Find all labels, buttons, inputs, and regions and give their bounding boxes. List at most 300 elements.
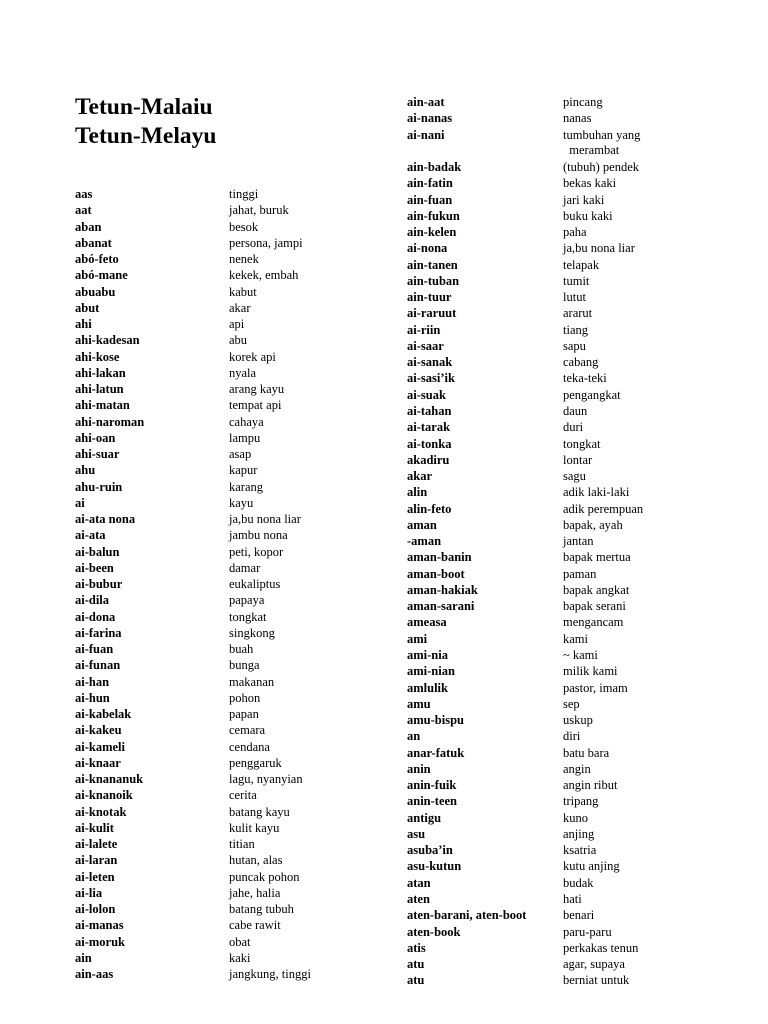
entry-meaning: daun <box>563 404 588 419</box>
entry-meaning: buku kaki <box>563 208 613 223</box>
entry-term: aas <box>75 187 93 201</box>
entry-term: anin-fuik <box>407 778 457 793</box>
dictionary-entry <box>407 469 643 485</box>
entry-meaning: ararut <box>563 306 593 321</box>
entry-meaning: pengangkat <box>563 387 621 402</box>
dictionary-entry <box>75 528 311 544</box>
dictionary-entry <box>75 480 311 496</box>
dictionary-entry <box>407 209 643 225</box>
entry-term: aman <box>407 517 437 532</box>
dictionary-entry <box>75 853 311 869</box>
entry-term: ai-nona <box>407 241 448 256</box>
dictionary-entry <box>407 485 643 501</box>
entry-meaning: peti, kopor <box>229 544 284 559</box>
page-title <box>75 93 216 151</box>
dictionary-entry <box>75 398 311 414</box>
dictionary-entry <box>407 355 643 371</box>
dictionary-entry <box>407 128 643 161</box>
entry-term: an <box>407 729 421 744</box>
dictionary-entry <box>75 837 311 853</box>
entry-meaning: damar <box>229 560 261 575</box>
dictionary-entry <box>75 691 311 707</box>
entry-term: ain-fuan <box>407 192 453 207</box>
entry-meaning: pincang <box>563 95 603 109</box>
entry-meaning: karang <box>229 479 264 494</box>
entry-meaning: jari kaki <box>563 192 605 207</box>
entry-term: asu-kutun <box>407 859 462 874</box>
entry-meaning: hati <box>563 891 582 906</box>
dictionary-entry <box>407 843 643 859</box>
entry-term: aman-sarani <box>407 599 475 614</box>
entry-meaning: paha <box>563 225 587 240</box>
entry-meaning: asap <box>229 447 252 461</box>
dictionary-entry <box>75 593 311 609</box>
entry-meaning: cemara <box>229 723 266 738</box>
entry-meaning: pastor, imam <box>563 680 628 695</box>
entry-meaning: arang kayu <box>229 382 285 396</box>
entry-term: atis <box>407 940 426 955</box>
dictionary-entry <box>407 713 643 729</box>
dictionary-entry <box>407 697 643 713</box>
entry-meaning: kekek, embah <box>229 268 299 283</box>
entry-meaning: paman <box>563 566 597 581</box>
entry-term: ai-sasi’ik <box>407 371 455 386</box>
entry-meaning: tumit <box>563 273 590 288</box>
entry-term: ameasa <box>407 615 447 630</box>
dictionary-entry <box>75 268 311 284</box>
entry-term: ai-knananuk <box>75 772 144 786</box>
dictionary-entry <box>407 746 643 762</box>
entry-meaning: papaya <box>229 593 265 608</box>
dictionary-entry <box>75 935 311 951</box>
entry-meaning: nyala <box>229 365 257 380</box>
dictionary-entry <box>75 463 311 479</box>
dictionary-entry <box>75 350 311 366</box>
entry-meaning: akar <box>229 300 251 315</box>
entry-term: ain-fatin <box>407 176 453 191</box>
entry-term: ahi-kadesan <box>75 333 140 348</box>
entry-term: atu <box>407 957 425 972</box>
entry-meaning: agar, supaya <box>563 957 625 972</box>
entry-term: ai-moruk <box>75 934 125 949</box>
entry-meaning: adik perempuan <box>563 501 644 516</box>
entry-term: aten-book <box>407 924 461 939</box>
entry-meaning: (tubuh) pendek <box>563 160 640 175</box>
dictionary-entry <box>75 236 311 252</box>
entry-term: amu <box>407 696 431 711</box>
entry-meaning: cahaya <box>229 414 264 429</box>
entry-meaning: lontar <box>563 452 593 467</box>
dictionary-entry <box>75 740 311 756</box>
entry-term: aman-hakiak <box>407 582 478 597</box>
dictionary-entry <box>407 339 643 355</box>
dictionary-entry <box>407 632 643 648</box>
entry-meaning: bapak mertua <box>563 550 631 565</box>
page-title-line-1: Tetun-Malaiu <box>75 94 213 120</box>
entry-meaning: kabut <box>229 284 257 299</box>
entry-term: ahi-matan <box>75 398 130 413</box>
entry-meaning: bunga <box>229 658 260 673</box>
entry-term: ai-farina <box>75 625 122 640</box>
entry-meaning: bapak, ayah <box>563 517 623 532</box>
entry-term: ai-ata nona <box>75 512 136 526</box>
entry-term: ai-tonka <box>407 436 452 451</box>
dictionary-entry <box>75 658 311 674</box>
entry-term: ahi-oan <box>75 430 116 445</box>
dictionary-entry <box>407 404 643 420</box>
entry-term: ain-aat <box>407 95 445 109</box>
dictionary-entry <box>75 496 311 512</box>
entry-term: ai-hun <box>75 690 110 705</box>
dictionary-entry <box>407 941 643 957</box>
entry-term: abut <box>75 300 100 315</box>
dictionary-entry <box>407 664 643 680</box>
entry-meaning: tripang <box>563 794 599 809</box>
entry-meaning: tinggi <box>229 187 259 201</box>
dictionary-entry <box>407 892 643 908</box>
entry-term: atan <box>407 875 431 890</box>
entry-meaning: batang tubuh <box>229 902 294 916</box>
dictionary-entry <box>407 534 643 550</box>
dictionary-entry <box>75 366 311 382</box>
entry-meaning: lagu, nyanyian <box>229 772 303 786</box>
entry-meaning: kaki <box>229 950 251 965</box>
dictionary-entry <box>75 788 311 804</box>
entry-term: ai-kameli <box>75 739 125 754</box>
entry-meaning: cendana <box>229 739 270 754</box>
dictionary-entry <box>75 561 311 577</box>
dictionary-entry <box>75 333 311 349</box>
entry-term: ahi-naroman <box>75 414 145 429</box>
entry-meaning: teka-teki <box>563 371 607 386</box>
entry-term: ai-manas <box>75 918 124 933</box>
entry-term: ai-riin <box>407 322 441 337</box>
entry-meaning: jambu nona <box>229 528 288 543</box>
entry-term: ai-dona <box>75 609 116 624</box>
entry-meaning: puncak pohon <box>229 869 300 884</box>
dictionary-entry <box>75 252 311 268</box>
dictionary-entry <box>407 876 643 892</box>
dictionary-entry <box>75 512 311 528</box>
entry-term: ai-kabelak <box>75 707 132 721</box>
entry-meaning: mengancam <box>563 615 624 630</box>
entry-meaning: nenek <box>229 252 259 266</box>
entry-term: ai-lolon <box>75 902 116 916</box>
entry-term: anin-teen <box>407 794 457 809</box>
dictionary-entry <box>75 447 311 463</box>
dictionary-entry <box>75 707 311 723</box>
dictionary-entry <box>75 187 311 203</box>
dictionary-entry <box>75 723 311 739</box>
entry-meaning: bekas kaki <box>563 176 617 191</box>
entry-term: ai-dila <box>75 593 110 608</box>
entry-term: akar <box>407 469 432 484</box>
dictionary-entry <box>407 957 643 973</box>
entry-meaning: milik kami <box>563 664 618 679</box>
dictionary-entry <box>407 648 643 664</box>
dictionary-entry <box>407 762 643 778</box>
entry-term: ain-tanen <box>407 257 458 272</box>
dictionary-entry <box>407 453 643 469</box>
entry-meaning: lampu <box>229 430 261 445</box>
dictionary-entry <box>407 827 643 843</box>
dictionary-entry <box>407 371 643 387</box>
dictionary-entry <box>75 886 311 902</box>
entry-meaning: berniat untuk <box>563 973 630 988</box>
dictionary-entry <box>407 274 643 290</box>
entry-meaning: api <box>229 317 245 331</box>
dictionary-entry <box>407 502 643 518</box>
dictionary-entry <box>407 241 643 257</box>
entry-term: -aman <box>407 534 442 549</box>
entry-meaning: ksatria <box>563 843 597 858</box>
entry-term: ai-fuan <box>75 642 114 656</box>
entry-term: ai-raruut <box>407 306 457 321</box>
entry-meaning: obat <box>229 934 251 949</box>
entry-term: ain-aas <box>75 967 114 981</box>
dictionary-entry <box>407 794 643 810</box>
dictionary-entry <box>407 811 643 827</box>
entry-meaning: kulit kayu <box>229 820 280 835</box>
entry-meaning: abu <box>229 333 248 348</box>
entry-term: ain-fukun <box>407 208 460 223</box>
entry-meaning: makanan <box>229 674 275 689</box>
dictionary-entry <box>75 918 311 934</box>
entry-meaning: batu bara <box>563 745 610 760</box>
entry-term: ai-saar <box>407 338 444 353</box>
dictionary-entry <box>75 870 311 886</box>
entry-term: ai-kulit <box>75 820 114 835</box>
entry-meaning: anjing <box>563 826 595 841</box>
entry-meaning: jahe, halia <box>229 885 281 900</box>
entry-meaning: budak <box>563 875 594 890</box>
entry-meaning: benari <box>563 908 595 923</box>
entry-meaning: kayu <box>229 495 254 510</box>
entry-term: ai-laran <box>75 853 118 868</box>
dictionary-entry <box>75 642 311 658</box>
entry-term: ai-bubur <box>75 577 123 591</box>
entry-term: amlulik <box>407 680 448 695</box>
entry-term: ain <box>75 950 92 965</box>
entry-term: anar-fatuk <box>407 745 465 760</box>
entry-term: ai-ata <box>75 528 106 543</box>
dictionary-entry <box>75 301 311 317</box>
entry-meaning: tongkat <box>563 436 601 451</box>
entry-term: anin <box>407 761 431 776</box>
entry-term: aat <box>75 203 92 218</box>
entry-term: ai-funan <box>75 658 121 673</box>
entry-meaning: eukaliptus <box>229 577 281 591</box>
entry-term: alin-feto <box>407 501 452 516</box>
entry-term: abó-feto <box>75 252 119 266</box>
entry-meaning: duri <box>563 420 584 435</box>
left-entry-column <box>75 187 311 983</box>
entry-meaning: penggaruk <box>229 755 282 770</box>
dictionary-entry <box>75 610 311 626</box>
entry-meaning: singkong <box>229 625 275 640</box>
dictionary-entry <box>75 902 311 918</box>
entry-term: ai-tarak <box>407 420 451 435</box>
entry-meaning: kami <box>563 631 588 646</box>
dictionary-entry <box>407 306 643 322</box>
entry-meaning: telapak <box>563 257 600 272</box>
entry-term: ain-badak <box>407 160 462 175</box>
entry-term: ain-tuur <box>407 290 452 305</box>
dictionary-entry <box>75 675 311 691</box>
entry-term: asu <box>407 826 426 841</box>
dictionary-entry <box>407 160 643 176</box>
dictionary-entry <box>407 225 643 241</box>
entry-term: atu <box>407 973 425 988</box>
dictionary-entry <box>407 925 643 941</box>
entry-term: abuabu <box>75 284 116 299</box>
dictionary-entry <box>75 756 311 772</box>
dictionary-entry <box>407 859 643 875</box>
dictionary-entry <box>407 599 643 615</box>
entry-meaning: cerita <box>229 788 257 803</box>
dictionary-entry <box>75 545 311 561</box>
entry-term: ai-knotak <box>75 804 127 819</box>
entry-meaning: tiang <box>563 322 588 337</box>
dictionary-entry <box>407 95 643 111</box>
entry-meaning: jangkung, tinggi <box>229 967 311 981</box>
entry-meaning: kapur <box>229 463 258 478</box>
dictionary-entry <box>75 431 311 447</box>
dictionary-entry <box>407 323 643 339</box>
entry-meaning: nanas <box>563 111 592 126</box>
entry-term: ahi-suar <box>75 447 120 461</box>
entry-term: ahi <box>75 317 92 331</box>
page-title-line-2: Tetun-Melayu <box>75 123 217 149</box>
dictionary-entry <box>407 681 643 697</box>
entry-term: antigu <box>407 810 442 825</box>
entry-meaning: batang kayu <box>229 804 290 819</box>
entry-term: ami-nian <box>407 664 455 679</box>
entry-meaning: tumbuhan yang merambat <box>563 127 641 157</box>
entry-term: ami-nia <box>407 648 448 662</box>
dictionary-entry <box>75 220 311 236</box>
entry-term: ai-nani <box>407 127 445 142</box>
entry-meaning: papan <box>229 707 259 721</box>
entry-meaning: besok <box>229 219 259 234</box>
entry-meaning: sagu <box>563 469 586 484</box>
entry-meaning: cabe rawit <box>229 918 281 933</box>
entry-term: akadiru <box>407 452 450 467</box>
entry-meaning: korek api <box>229 349 276 364</box>
dictionary-entry <box>407 193 643 209</box>
entry-meaning: cabang <box>563 355 599 370</box>
entry-term: ai-sanak <box>407 355 453 370</box>
entry-meaning: titian <box>229 837 255 851</box>
entry-meaning: buah <box>229 642 254 656</box>
entry-term: ai-balun <box>75 544 120 559</box>
entry-meaning: persona, jampi <box>229 235 303 250</box>
entry-term: ahi-lakan <box>75 365 126 380</box>
dictionary-entry <box>75 317 311 333</box>
entry-meaning: pohon <box>229 690 261 705</box>
entry-term: aten-barani, aten-boot <box>407 908 527 923</box>
entry-term: aten <box>407 891 430 906</box>
entry-meaning: jahat, buruk <box>229 203 289 218</box>
dictionary-entry <box>407 518 643 534</box>
entry-meaning: ja,bu nona liar <box>229 512 301 526</box>
entry-meaning: sep <box>563 696 580 711</box>
dictionary-entry <box>407 388 643 404</box>
entry-term: ai-knaar <box>75 755 121 770</box>
dictionary-entry <box>407 111 643 127</box>
dictionary-entry <box>75 203 311 219</box>
entry-term: ahu <box>75 463 96 478</box>
entry-term: aman-banin <box>407 550 472 565</box>
entry-meaning: diri <box>563 729 581 744</box>
dictionary-entry <box>407 973 643 989</box>
entry-term: abanat <box>75 235 112 250</box>
dictionary-entry <box>75 626 311 642</box>
entry-term: ain-tuban <box>407 273 460 288</box>
entry-term: ai-lalete <box>75 837 118 851</box>
entry-meaning: tongkat <box>229 609 267 624</box>
dictionary-entry <box>407 908 643 924</box>
dictionary-entry <box>75 285 311 301</box>
entry-term: abó-mane <box>75 268 128 283</box>
entry-meaning: jantan <box>563 534 594 549</box>
entry-meaning: paru-paru <box>563 924 612 939</box>
entry-term: ai-suak <box>407 387 446 402</box>
dictionary-entry <box>407 550 643 566</box>
right-entry-column <box>407 95 643 990</box>
entry-term: asuba’in <box>407 843 453 858</box>
dictionary-entry <box>407 437 643 453</box>
entry-term: ami <box>407 631 428 646</box>
entry-term: ai-tahan <box>407 404 452 419</box>
entry-meaning: perkakas tenun <box>563 940 639 955</box>
entry-meaning: adik laki-laki <box>563 485 630 500</box>
dictionary-entry <box>75 382 311 398</box>
entry-term: ahi-kose <box>75 349 120 364</box>
entry-meaning: kutu anjing <box>563 859 620 874</box>
entry-term: amu-bispu <box>407 713 464 728</box>
entry-meaning: kuno <box>563 810 588 825</box>
dictionary-entry <box>75 967 311 983</box>
dictionary-entry <box>407 778 643 794</box>
entry-term: ai-nanas <box>407 111 453 126</box>
dictionary-entry <box>75 805 311 821</box>
entry-meaning: bapak serani <box>563 599 626 614</box>
dictionary-entry <box>407 420 643 436</box>
dictionary-entry <box>407 583 643 599</box>
entry-term: ai-kakeu <box>75 723 122 738</box>
entry-meaning: ~ kami <box>563 648 598 662</box>
dictionary-entry <box>407 258 643 274</box>
entry-meaning: angin ribut <box>563 778 618 793</box>
dictionary-entry <box>75 821 311 837</box>
entry-meaning: sapu <box>563 338 586 353</box>
entry-meaning: uskup <box>563 713 593 728</box>
entry-meaning: tempat api <box>229 398 282 413</box>
entry-meaning: angin <box>563 761 591 776</box>
dictionary-entry <box>75 951 311 967</box>
dictionary-entry <box>407 729 643 745</box>
entry-term: ahi-latun <box>75 382 124 396</box>
entry-term: aban <box>75 219 102 234</box>
entry-meaning: hutan, alas <box>229 853 283 868</box>
entry-term: ahu-ruin <box>75 479 123 494</box>
entry-term: aman-boot <box>407 566 465 581</box>
dictionary-entry <box>407 176 643 192</box>
entry-term: ai-knanoik <box>75 788 133 803</box>
dictionary-entry <box>407 567 643 583</box>
dictionary-entry <box>75 415 311 431</box>
